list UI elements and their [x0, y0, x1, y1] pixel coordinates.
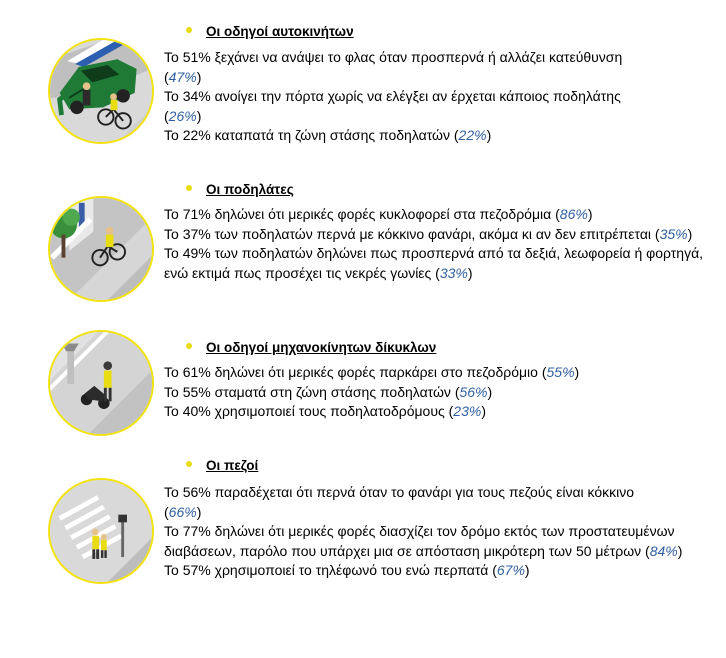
bullet-icon [186, 27, 192, 33]
section-heading: Οι πεζοί [186, 458, 258, 473]
list-item: Το 57% χρησιμοποιεί το τηλέφωνό του ενώ περπατά (67%) [164, 562, 530, 579]
list-item: Το 40% χρησιμοποιεί τους ποδηλατοδρόμους (23%) [164, 403, 486, 420]
section-heading: Οι οδηγοί μηχανοκίνητων δίκυκλων [186, 340, 436, 355]
bullet-icon [186, 185, 192, 191]
section-text [164, 205, 704, 283]
motorcyclist-illustration [48, 330, 154, 436]
list-item: Το 61% δηλώνει ότι μερικές φορές παρκάρει στο πεζοδρόμιο (55%) [164, 364, 580, 380]
section-text [164, 483, 704, 581]
list-item: Το 37% των ποδηλατών περνά με κόκκινο φανάρι, ακόμα κι αν δεν επιτρέπεται (35%) [164, 225, 693, 242]
section-heading: Οι ποδηλάτες [186, 182, 294, 197]
list-item: Το 34% ανοίγει την πόρτα χωρίς να ελέγξει αν έρχεται κάποιος ποδηλάτης (26%) [164, 88, 621, 124]
bullet-icon [186, 461, 192, 467]
list-item: Το 51% ξεχάνει να ανάψει το φλας όταν προσπερνά ή αλλάζει κατεύθυνση (47%) [164, 49, 623, 85]
cyclist-illustration [48, 196, 154, 302]
list-item: Το 71% δηλώνει ότι μερικές φορές κυκλοφορεί στα πεζοδρόμια (86%) [164, 206, 593, 222]
list-item: Το 55% σταματά στη ζώνη στάσης ποδηλατών (56%) [164, 383, 493, 400]
section-text [164, 48, 704, 146]
list-item: Το 49% των ποδηλατών δηλώνει πως προσπερνά από τα δεξιά, λεωφορεία ή φορτηγά, ενώ εκτιμά πως προσέχει τις νεκρές γωνίες (33%) [164, 245, 704, 281]
bullet-icon [186, 343, 192, 349]
section-heading: Οι οδηγοί αυτοκινήτων [186, 24, 354, 39]
car-driver-illustration [48, 38, 154, 144]
list-item: Το 77% δηλώνει ότι μερικές φορές διασχίζει τον δρόμο εκτός των προστατευμένων διαβάσεων, παρόλο που υπάρχει μια σε απόσταση μικρότερη των 50 μέτρων (84%) [164, 523, 683, 559]
section-text [164, 363, 704, 422]
pedestrian-illustration [48, 478, 154, 584]
list-item: Το 22% καταπατά τη ζώνη στάσης ποδηλατών (22%) [164, 127, 492, 144]
list-item: Το 56% παραδέχεται ότι περνά όταν το φανάρι για τους πεζούς είναι κόκκινο (66%) [164, 484, 635, 520]
